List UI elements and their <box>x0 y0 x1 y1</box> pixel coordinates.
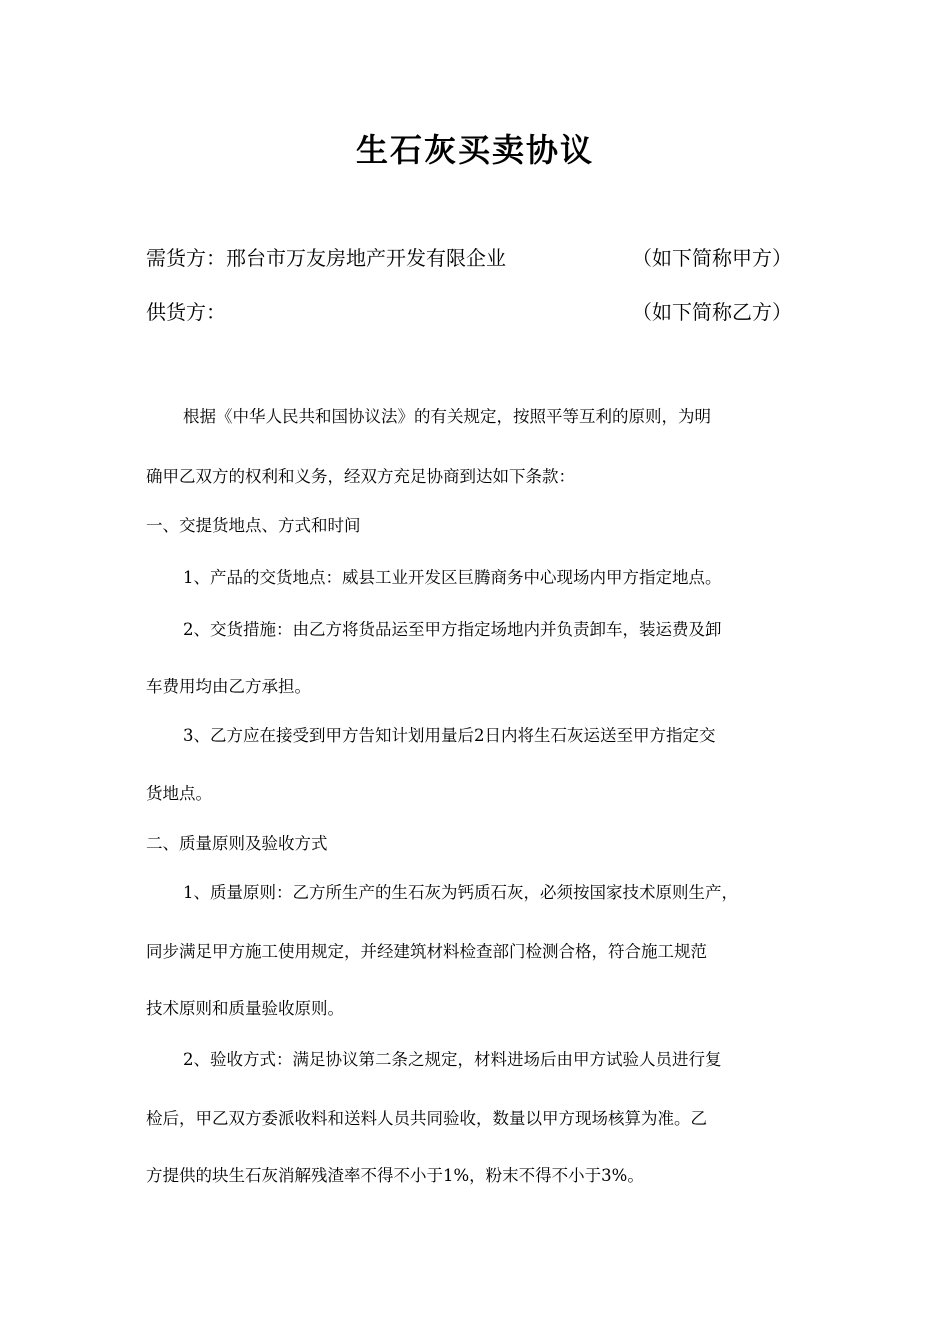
section-2-heading: 二、质量原则及验收方式 <box>146 834 328 853</box>
section-1-heading: 一、交提货地点、方式和时间 <box>146 516 361 535</box>
clause-2-2-line-1: 2、验收方式：满足协议第二条之规定，材料进场后由甲方试验人员进行复 <box>183 1050 722 1069</box>
preamble-line-2: 确甲乙双方的权利和义务，经双方充足协商到达如下条款： <box>146 467 575 486</box>
clause-1-2-line-1: 2、交货措施：由乙方将货品运至甲方指定场地内并负责卸车，装运费及卸 <box>183 620 722 639</box>
seller-party: 供货方： <box>146 300 226 324</box>
clause-2-2-line-2: 检后，甲乙双方委派收料和送料人员共同验收，数量以甲方现场核算为准。乙 <box>146 1109 707 1128</box>
clause-1-1: 1、产品的交货地点：威县工业开发区巨腾商务中心现场内甲方指定地点。 <box>183 568 722 587</box>
clause-2-1-line-3: 技术原则和质量验收原则。 <box>146 999 344 1018</box>
clause-1-3-line-2: 货地点。 <box>146 784 212 803</box>
clause-2-1-line-2: 同步满足甲方施工使用规定，并经建筑材料检查部门检测合格，符合施工规范 <box>146 942 707 961</box>
preamble-line-1: 根据《中华人民共和国协议法》的有关规定，按照平等互利的原则，为明 <box>183 407 711 426</box>
clause-2-2-line-3: 方提供的块生石灰消解残渣率不得不小于1%，粉末不得不小于3%。 <box>146 1166 644 1185</box>
clause-2-1-line-1: 1、质量原则：乙方所生产的生石灰为钙质石灰，必须按国家技术原则生产， <box>183 883 738 902</box>
clause-1-3-line-1: 3、乙方应在接受到甲方告知计划用量后2日内将生石灰运送至甲方指定交 <box>183 726 716 745</box>
buyer-alias-note: （如下简称甲方） <box>632 246 792 270</box>
seller-alias-note: （如下简称乙方） <box>632 300 792 324</box>
document-title: 生石灰买卖协议 <box>355 131 594 169</box>
clause-1-2-line-2: 车费用均由乙方承担。 <box>146 677 311 696</box>
buyer-party: 需货方：邢台市万友房地产开发有限企业 <box>146 246 506 270</box>
